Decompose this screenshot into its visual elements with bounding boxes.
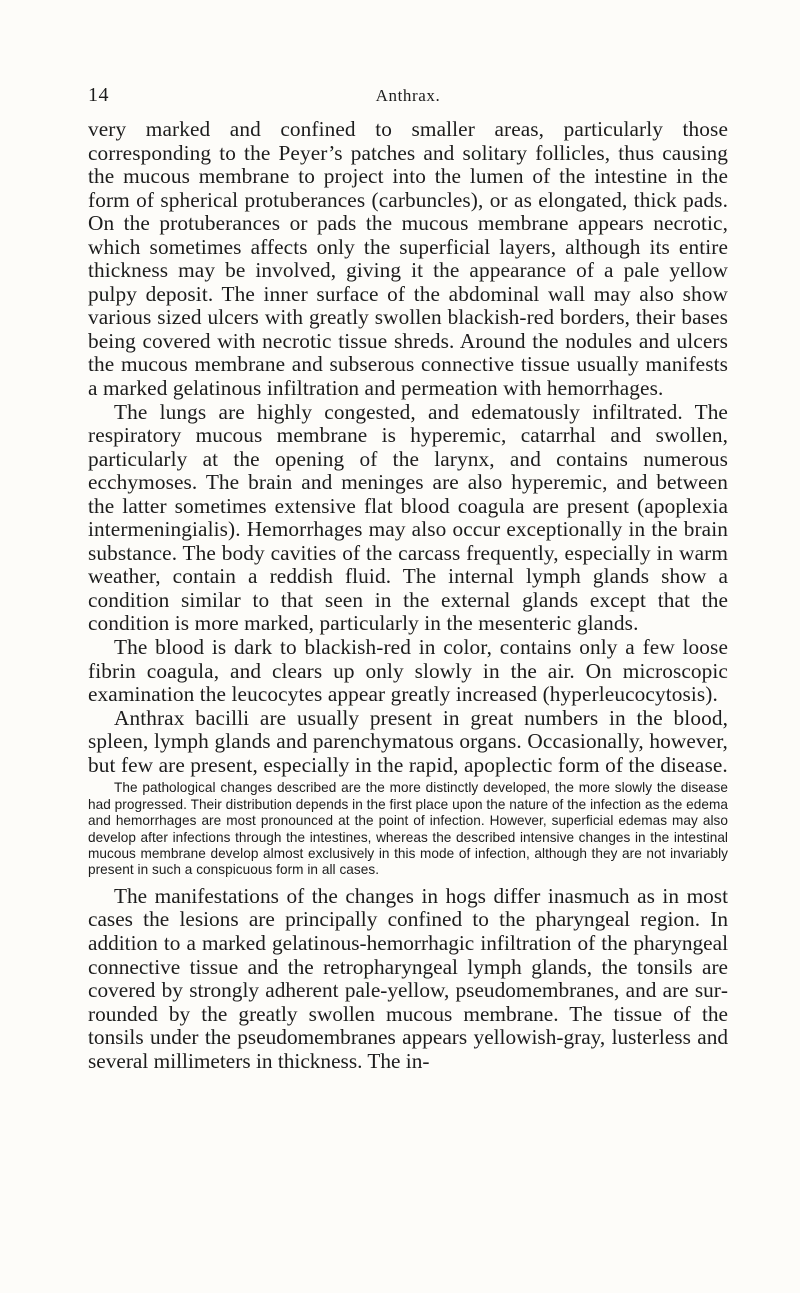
main-text [88, 118, 728, 777]
paragraph-hogs: The manifestations of the changes in hogs differ inasmuch as in most cases the lesions are principally confined to the pharyngeal region. In addition to a marked gelatinous-hemorrhagic infiltration of the pharyngeal connective tissue and the retropharyngeal lymph glands, the tonsils are covered by strongly adherent pale-yellow, pseudomembranes, and are surrounded by the greatly swollen mucous membrane. The tissue of the tonsils under the pseudomembranes appears yellowish-gray, lusterless and several millimeters in thickness. The in- [88, 883, 728, 1073]
page-number: 14 [88, 84, 109, 106]
paragraph-blood: The blood is dark to blackish-red in color, contains only a few loose fibrin coagula, and clears up only slowly in the air. On microscopic examination the leucocytes appear greatly increased (hyperleucocytosis). [88, 635, 728, 707]
running-title: Anthrax. [375, 86, 441, 105]
paragraph-lungs-brain: The lungs are highly congested, and edematously infiltrated. The respiratory mucous membrane is hyperemic, catarrhal and swollen, particularly at the opening of the larynx, and contains numerous ecchymoses. The brain and meninges are also hyperemic, and between the latter sometimes extensive flat blood coagula are present (apoplexia intermeningialis). Hemorrhages may also occur exceptionally in the brain substance. The body cavities of the carcass frequently, especially in warm weather, contain a reddish fluid. The internal lymph glands show a condition similar to that seen in the external glands except that the condition is more marked, particularly in the mesenteric glands. [88, 399, 728, 636]
running-head [88, 84, 728, 114]
closing-text [88, 885, 728, 1074]
paragraph-bacilli: Anthrax bacilli are usually present in great numbers in the blood, spleen, lymph glands and parenchymatous organs. Occasionally, however, but few are present, especially in the rapid, apoplectic form of the disease. [88, 705, 728, 777]
paragraph-intestinal-lesions: very marked and confined to smaller areas, particularly those corresponding to the Peyer’s patches and solitary follicles, thus causing the mucous membrane to project into the lumen of the intestine in the form of spherical protuberances (carbuncles), or as elongated, thick pads. On the protuberances or pads the mucous membrane appears necrotic, which sometimes affects only the superficial layers, although its entire thickness may be involved, giving it the appearance of a pale yellow pulpy deposit. The inner surface of the abdominal wall may also show various sized ulcers with greatly swollen blackish-red borders, their bases being covered with necrotic tissue shreds. Around the nodules and ulcers the mucous membrane and subserous connective tissue usually manifests a marked gelatinous infiltration and permeation with hemorrhages. [88, 117, 728, 401]
small-print-paragraph: The pathological changes described are the more distinctly developed, the more slowly the disease had progressed. Their distribution depends in the first place upon the nature of the infection as the edema and hemorrhages are most pronounced at the point of infection. However, superficial edemas may also develop after infections through the intestines, whereas the described intensive changes in the intestinal mucous membrane develop almost exclusively in this mode of infection, although they are not invariably present in such a conspicuous form in all cases. [88, 780, 728, 878]
small-print-note [88, 780, 728, 878]
book-page [88, 84, 728, 1074]
